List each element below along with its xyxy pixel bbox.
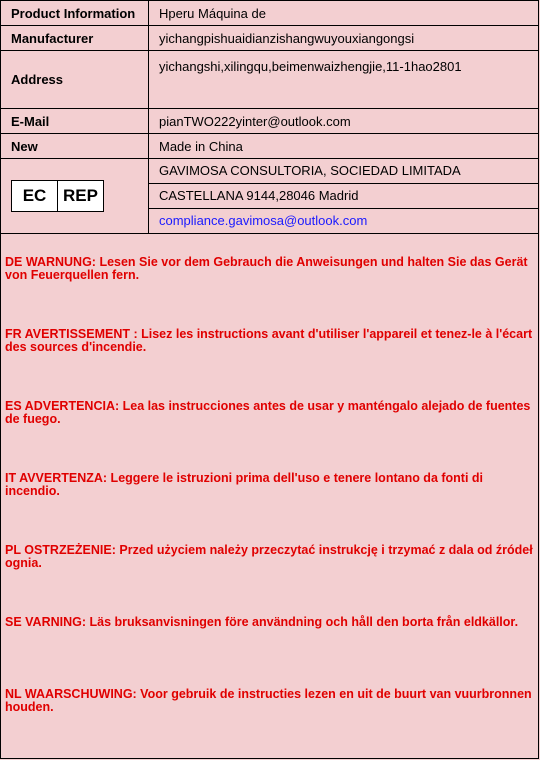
address-row [1,51,539,109]
ec-rep-address: CASTELLANA 9144,28046 Madrid [149,184,538,209]
product-info-table [0,0,539,234]
new-row [1,134,539,159]
warning-nl: NL WAARSCHUWING: Voor gebruik de instructies lezen en uit de buurt van vuurbronnen houden. [5,687,532,714]
product-row [1,1,539,26]
manufacturer-value: yichangpishuaidianzishangwuyouxiangongsi [149,26,539,51]
address-label: Address [1,51,149,109]
ec-rep-details [149,159,539,234]
email-value: pianTWO222yinter@outlook.com [149,109,539,134]
email-label: E-Mail [1,109,149,134]
ec-rep-badge-right: REP [57,181,103,211]
address-value: yichangshi,xilingqu,beimenwaizhengjie,11-1hao2801 [149,51,539,109]
ec-rep-badge [11,180,104,212]
ec-rep-row [1,159,539,234]
manufacturer-row [1,26,539,51]
product-information-value: Hperu Máquina de [149,1,539,26]
warnings-section [1,256,538,760]
new-value: Made in China [149,134,539,159]
product-information-label: Product Information [1,1,149,26]
email-row [1,109,539,134]
ec-rep-company: GAVIMOSA CONSULTORIA, SOCIEDAD LIMITADA [149,159,538,184]
manufacturer-label: Manufacturer [1,26,149,51]
warning-pl: PL OSTRZEŻENIE: Przed użyciem należy przeczytać instrukcję i trzymać z dala od źródeł ognia. [5,543,533,570]
warning-de: DE WARNUNG: Lesen Sie vor dem Gebrauch die Anweisungen und halten Sie das Gerät von Feuerquellen fern. [5,255,528,282]
warning-fr: FR AVERTISSEMENT : Lisez les instructions avant d'utiliser l'appareil et tenez-le à l'écart des sources d'incendie. [5,327,533,354]
warning-se: SE VARNING: Läs bruksanvisningen före användning och håll den borta från eldkällor. [5,615,519,629]
ec-rep-email-link[interactable]: compliance.gavimosa@outlook.com [159,213,368,228]
ec-rep-badge-cell [1,159,149,234]
ec-rep-badge-left: EC [22,186,47,205]
warning-it: IT AVVERTENZA: Leggere le istruzioni prima dell'uso e tenere lontano da fonti di incendio. [5,471,484,498]
warning-es: ES ADVERTENCIA: Lea las instrucciones antes de usar y manténgalo alejado de fuentes de fuego. [5,399,531,426]
new-label: New [1,134,149,159]
